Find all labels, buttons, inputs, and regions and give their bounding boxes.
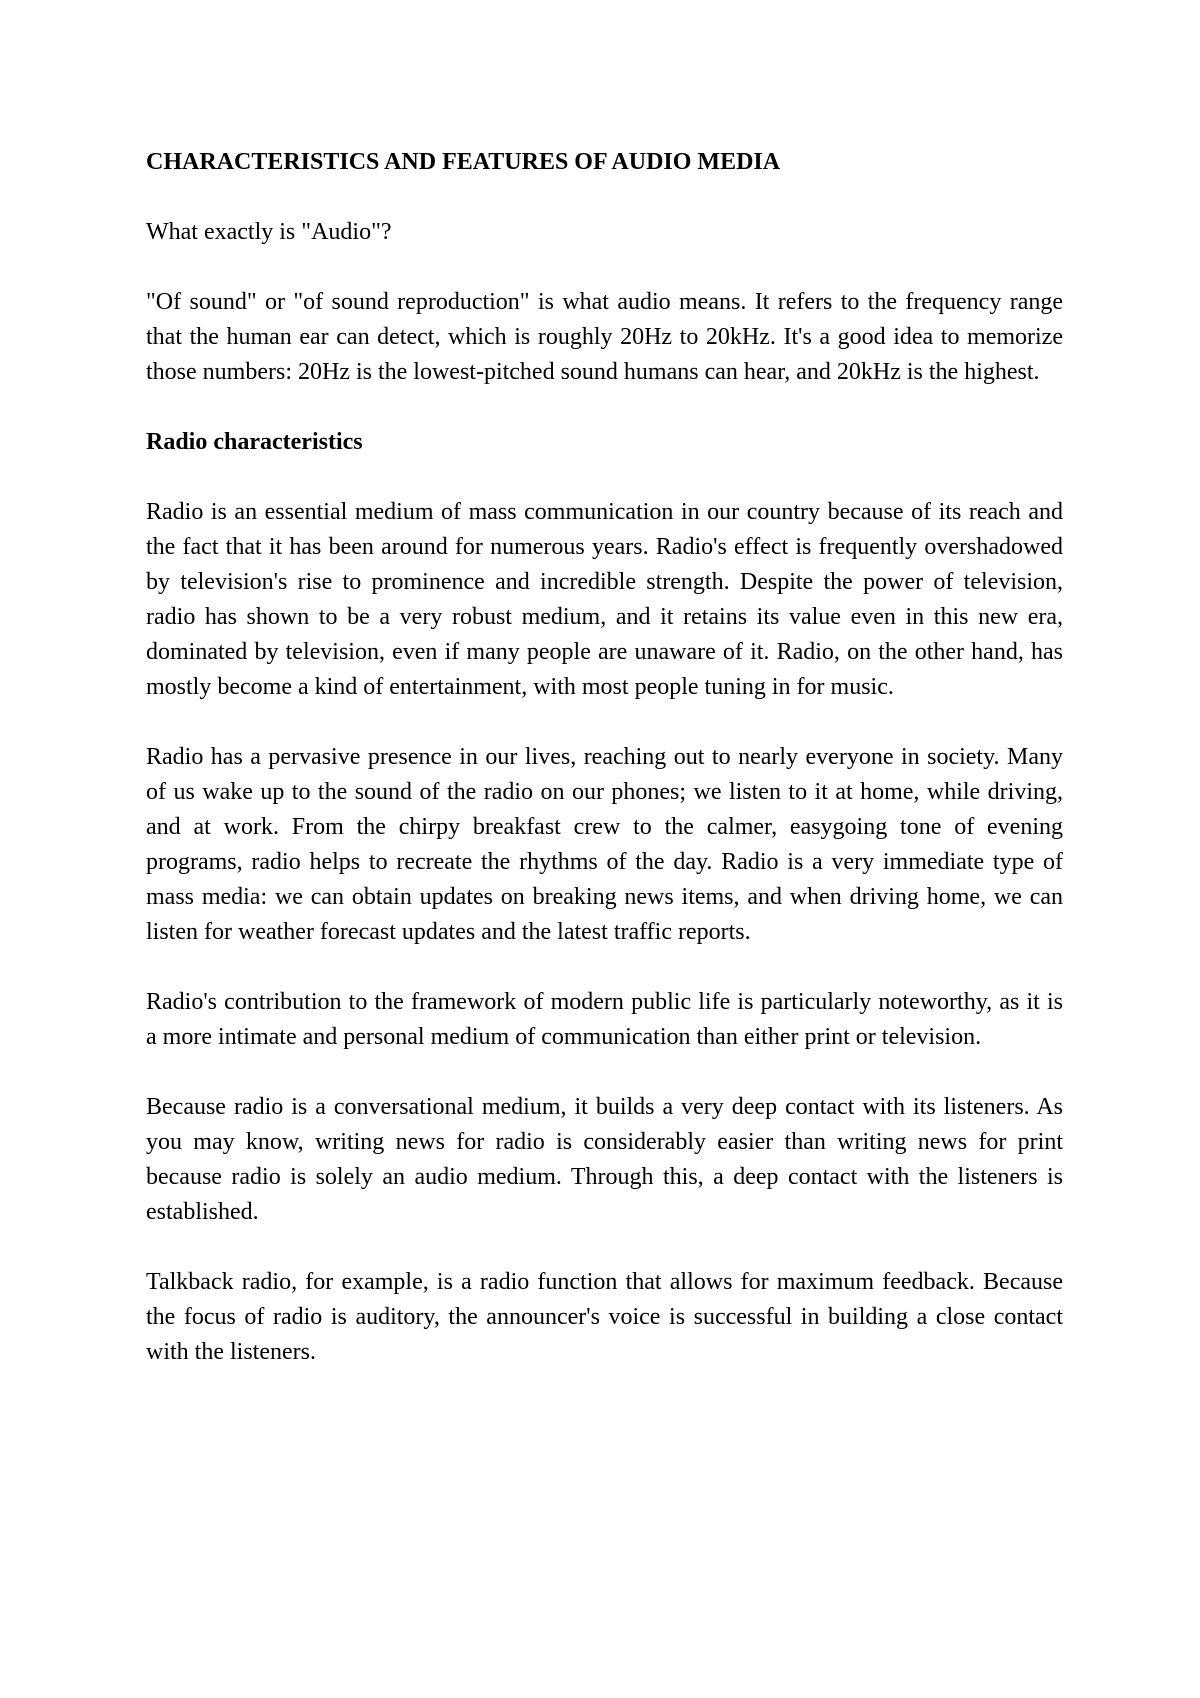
paragraph-radio-conversational: Because radio is a conversational medium, it builds a very deep contact with its listeners. As you may know, writing news for radio is considerably easier than writing news for print because radio is solely an audio medium. Through this, a deep contact with the listeners is established. [146, 1094, 1063, 1225]
document-body [146, 145, 1063, 1405]
paragraph-radio-overview: Radio is an essential medium of mass communication in our country because of its reach and the fact that it has been around for numerous years. Radio's effect is frequently overshadowed by television's rise to prominence and incredible strength. Despite the power of television, radio has shown to be a very robust medium, and it retains its value even in this new era, dominated by television, even if many people are unaware of it. Radio, on the other hand, has mostly become a kind of entertainment, with most people tuning in for music. [146, 499, 1063, 700]
paragraph-radio-presence: Radio has a pervasive presence in our lives, reaching out to nearly everyone in society. Many of us wake up to the sound of the radio on our phones; we listen to it at home, while driving, and at work. From the chirpy breakfast crew to the calmer, easygoing tone of evening programs, radio helps to recreate the rhythms of the day. Radio is a very immediate type of mass media: we can obtain updates on breaking news items, and when driving home, we can listen for weather forecast updates and the latest traffic reports. [146, 744, 1063, 945]
paragraph-talkback-radio: Talkback radio, for example, is a radio function that allows for maximum feedback. Because the focus of radio is auditory, the announcer's voice is successful in building a close contact with the listeners. [146, 1269, 1063, 1365]
document-title: CHARACTERISTICS AND FEATURES OF AUDIO MEDIA [146, 149, 781, 175]
paragraph-radio-contribution: Radio's contribution to the framework of modern public life is particularly noteworthy, as it is a more intimate and personal medium of communication than either print or television. [146, 989, 1063, 1050]
intro-paragraph: "Of sound" or "of sound reproduction" is what audio means. It refers to the frequency range that the human ear can detect, which is roughly 20Hz to 20kHz. It's a good idea to memorize those numbers: 20Hz is the lowest-pitched sound humans can hear, and 20kHz is the highest. [146, 289, 1063, 385]
intro-question: What exactly is "Audio"? [146, 219, 392, 245]
section-heading: Radio characteristics [146, 429, 363, 455]
